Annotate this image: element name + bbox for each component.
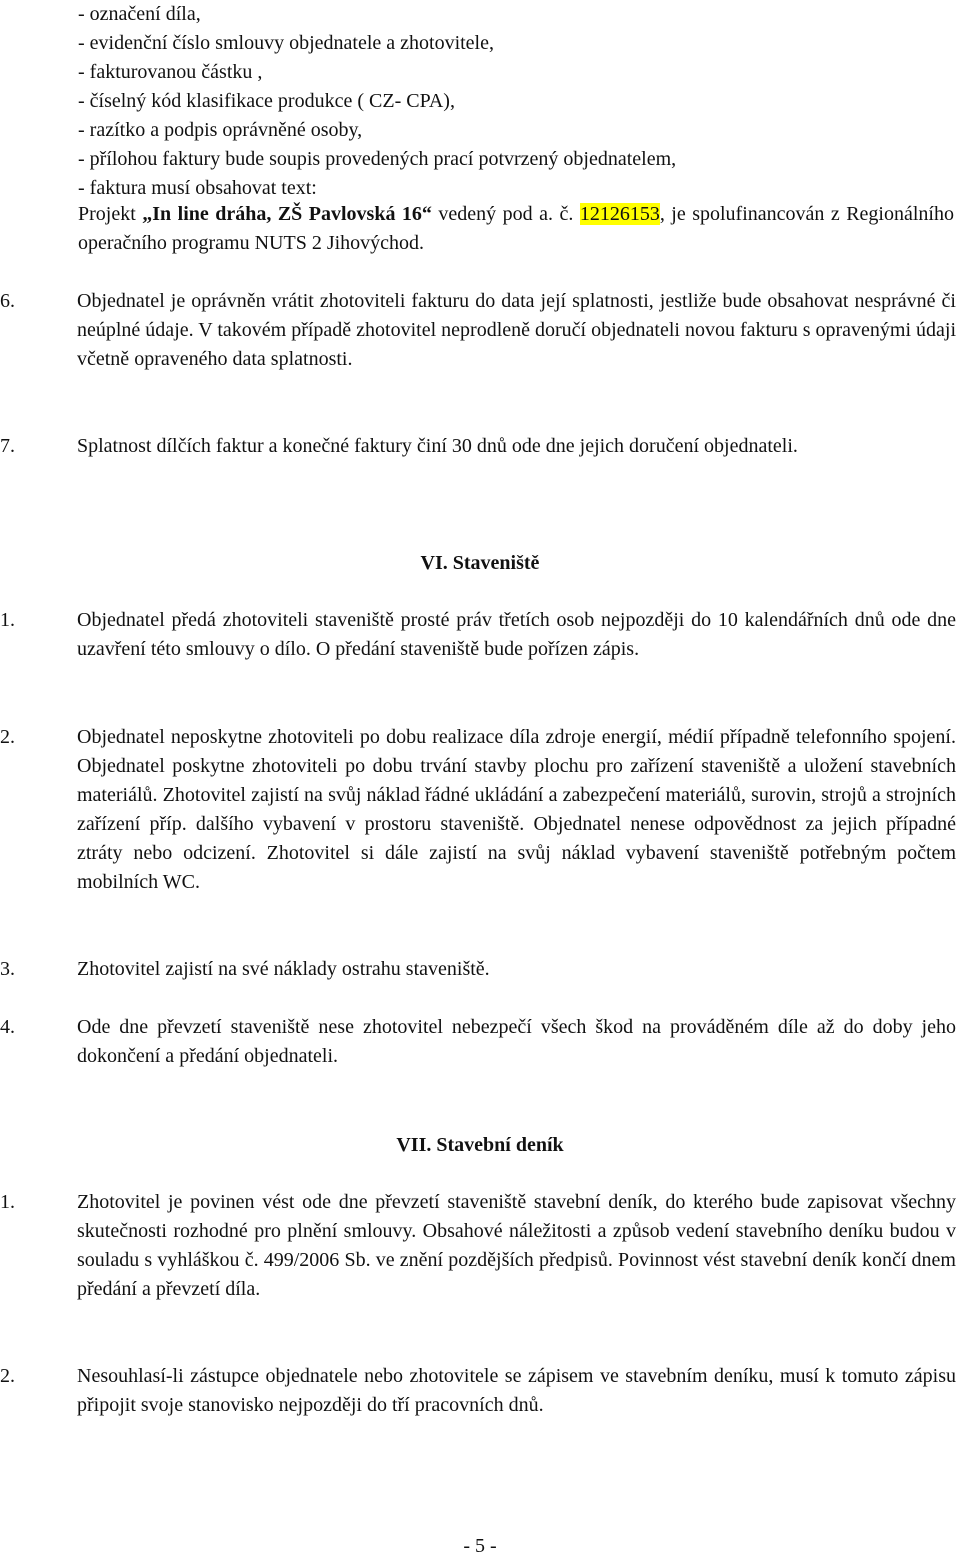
list-item: - faktura musí obsahovat text: (78, 177, 317, 199)
paragraph-number: 2. (0, 1365, 15, 1387)
paragraph-text: Nesouhlasí-li zástupce objednatele nebo zhotovitele se zápisem ve stavebním deníku, musí k tomuto zápisu připojit svoje stanovisko nejpozději do tří pracovních dnů. (77, 1365, 956, 1416)
paragraph-number: 7. (0, 435, 15, 457)
paragraph-text: Ode dne převzetí staveniště nese zhotovitel nebezpečí všech škod na prováděném díle až do doby jeho dokončení a předání objednateli. (77, 1016, 956, 1067)
list-item: - přílohou faktury bude soupis provedených prací potvrzený objednatelem, (78, 148, 677, 170)
list-item: - razítko a podpis oprávněné osoby, (78, 119, 363, 141)
list-item: - číselný kód klasifikace produkce ( CZ- CPA), (78, 90, 455, 112)
paragraph-7 (0, 432, 956, 461)
vi-paragraph-2 (0, 723, 956, 897)
project-mid: vedený pod a. č. (431, 203, 580, 225)
paragraph-text: Zhotovitel je povinen vést ode dne převzetí staveniště stavební deník, do kterého bude zapisovat všechny skutečnosti rozhodné pro plnění smlouvy. Obsahové náležitosti a způsob vedení stavebního deníku budou v souladu s vyhláškou č. 499/2006 Sb. ve znění pozdějších předpisů. Povinnost vést stavební deník končí dnem předání a převzetí díla. (77, 1191, 956, 1300)
invoice-requirements-list (78, 0, 954, 203)
project-text-paragraph (78, 200, 954, 258)
paragraph-text: Objednatel neposkytne zhotoviteli po dobu realizace díla zdroje energií, médií případně telefonního spojení. Objednatel poskytne zhotoviteli po dobu trvání stavby plochu pro zařízení staveniště a uložení stavebních materiálů. Zhotovitel zajistí na svůj náklad řádné ukládání a zabezpečení materiálů, surovin, strojů a strojních zařízení příp. dalšího vybavení v prostoru staveniště. Objednatel nenese odpovědnost za jejich případné ztráty nebo odcizení. Zhotovitel si dále zajistí na svůj náklad vybavení staveniště potřebným počtem mobilních WC. (77, 726, 956, 893)
paragraph-number: 1. (0, 1191, 15, 1213)
vii-paragraph-2 (0, 1362, 956, 1420)
project-number-highlight: 12126153 (579, 203, 660, 225)
project-name: „In line dráha, ZŠ Pavlovská 16“ (142, 203, 432, 225)
paragraph-number: 1. (0, 609, 15, 631)
vi-paragraph-4 (0, 1013, 956, 1071)
paragraph-6 (0, 287, 956, 374)
paragraph-number: 6. (0, 290, 15, 312)
section-heading-vii: VII. Stavební deník (396, 1134, 564, 1156)
section-heading-vi: VI. Staveniště (420, 552, 540, 574)
list-item: - evidenční číslo smlouvy objednatele a zhotovitele, (78, 32, 494, 54)
page-number: - 5 - (463, 1535, 497, 1557)
paragraph-text: Splatnost dílčích faktur a konečné faktury činí 30 dnů ode dne jejich doručení objednateli. (77, 435, 798, 457)
vi-paragraph-1 (0, 606, 956, 664)
vii-paragraph-1 (0, 1188, 956, 1304)
paragraph-number: 3. (0, 958, 15, 980)
list-item: - označení díla, (78, 3, 201, 25)
paragraph-number: 2. (0, 726, 15, 748)
vi-paragraph-3 (0, 955, 956, 984)
list-item: - fakturovanou částku , (78, 61, 263, 83)
project-tail: , je spolufinancován z Regionálního operačního programu NUTS 2 Jihovýchod. (78, 203, 954, 254)
paragraph-text: Zhotovitel zajistí na své náklady ostrahu staveniště. (77, 958, 490, 980)
project-lead: Projekt (78, 203, 143, 225)
paragraph-number: 4. (0, 1016, 15, 1038)
paragraph-text: Objednatel předá zhotoviteli staveniště prosté práv třetích osob nejpozději do 10 kalendářních dnů ode dne uzavření této smlouvy o dílo. O předání staveniště bude pořízen zápis. (77, 609, 956, 660)
paragraph-text: Objednatel je oprávněn vrátit zhotoviteli fakturu do data její splatnosti, jestliže bude obsahovat nesprávné či neúplné údaje. V takovém případě zhotovitel neprodleně doručí objednateli novou fakturu s opravenými údaji včetně opraveného data splatnosti. (77, 290, 957, 370)
